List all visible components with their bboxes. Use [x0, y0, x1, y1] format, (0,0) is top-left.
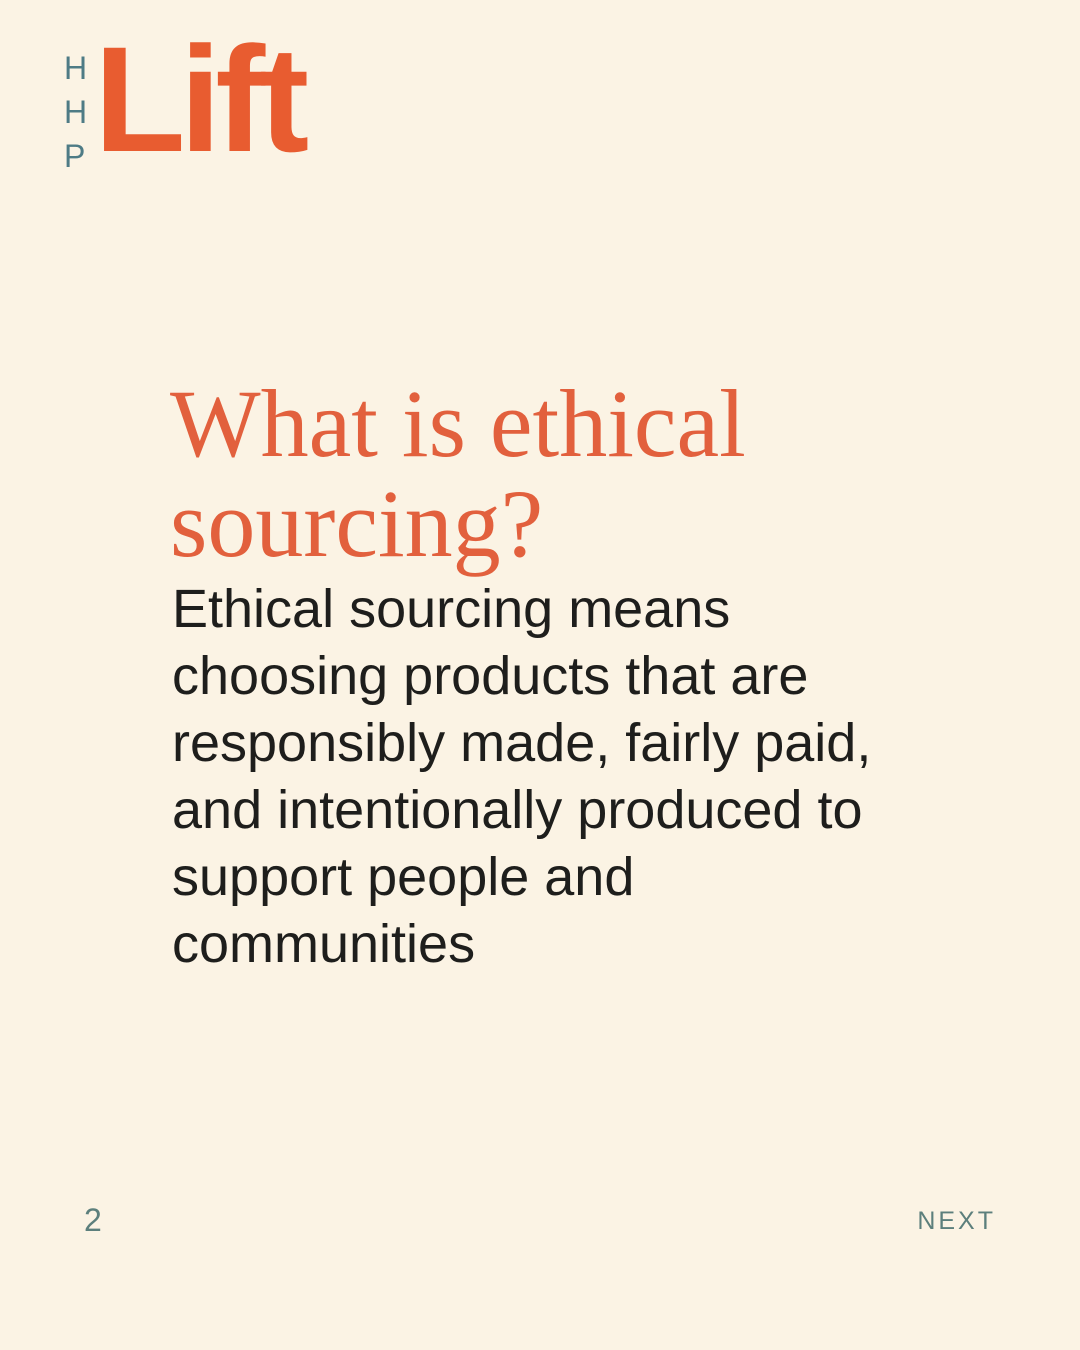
- logo-letter-p: P: [64, 138, 86, 174]
- body-text-line-1: Ethical sourcing means: [172, 579, 731, 639]
- body-text-line-2: choosing products that are: [172, 646, 809, 706]
- body-text-line-4: and intentionally produced to: [172, 780, 863, 840]
- logo-letter-h-1: H: [64, 50, 88, 86]
- page-title-line-2: sourcing?: [170, 470, 544, 577]
- page-number: 2: [84, 1202, 102, 1238]
- logo-letter-h-2: H: [64, 94, 88, 130]
- logo-wordmark: Lift: [94, 15, 304, 183]
- logo-stacked-letters: [64, 46, 88, 178]
- body-text-line-5: support people and: [172, 847, 635, 907]
- body-text-line-3: responsibly made, fairly paid,: [172, 713, 872, 773]
- body-text-line-6: communities: [172, 914, 476, 974]
- page-title-line-1: What is ethical: [170, 370, 746, 477]
- brand-logo: [64, 15, 324, 184]
- page-title: [170, 370, 746, 577]
- body-text: [172, 576, 1080, 978]
- next-button[interactable]: NEXT: [917, 1207, 996, 1235]
